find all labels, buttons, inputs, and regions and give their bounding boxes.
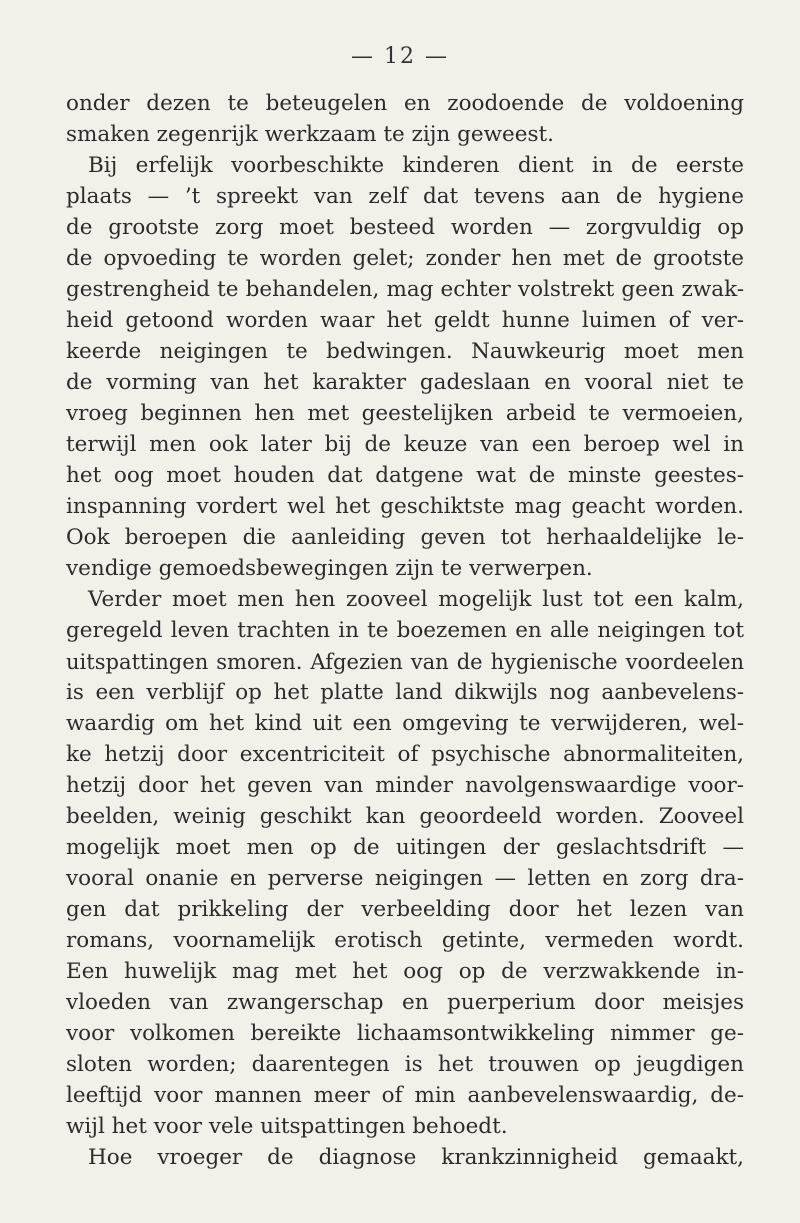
text-line: gen dat prikkeling der verbeelding door het lezen van <box>66 897 744 922</box>
text-line: de vorming van het karakter gadeslaan en vooral niet te <box>66 370 744 395</box>
text-line: de grootste zorg moet besteed worden — zorgvuldig op <box>66 215 744 240</box>
text-line: leeftijd voor mannen meer of min aanbevelenswaardig, de- <box>66 1083 744 1108</box>
text-line: plaats — ’t spreekt van zelf dat tevens aan de hygiene <box>66 184 744 209</box>
text-line: is een verblijf op het platte land dikwijls nog aanbevelens- <box>66 680 744 705</box>
text-line: geregeld leven trachten in te boezemen en alle neigingen tot <box>66 618 744 643</box>
text-line: gestrengheid te behandelen, mag echter volstrekt geen zwak- <box>66 277 744 302</box>
text-line: terwijl men ook later bij de keuze van een beroep wel in <box>66 432 744 457</box>
text-line: de opvoeding te worden gelet; zonder hen met de grootste <box>66 246 744 271</box>
text-line: smaken zegenrijk werkzaam te zijn geweest. <box>66 122 554 147</box>
text-line: Hoe vroeger de diagnose krankzinnigheid gemaakt, <box>88 1145 744 1170</box>
page-number: — 12 — <box>351 44 449 69</box>
text-line: vloeden van zwangerschap en puerperium door meisjes <box>66 990 744 1015</box>
text-line: heid getoond worden waar het geldt hunne luimen of ver- <box>66 308 744 333</box>
text-line: uitspattingen smoren. Afgezien van de hygienische voordeelen <box>66 649 744 674</box>
text-line: Een huwelijk mag met het oog op de verzwakkende in- <box>66 959 744 984</box>
text-line: ke hetzij door excentriciteit of psychische abnormaliteiten, <box>66 742 744 767</box>
text-line: keerde neigingen te bedwingen. Nauwkeurig moet men <box>66 339 744 364</box>
text-line: mogelijk moet men op de uitingen der geslachtsdrift — <box>66 835 744 860</box>
text-line: onder dezen te beteugelen en zoodoende de voldoening <box>66 91 744 116</box>
text-line: inspanning vordert wel het geschiktste mag geacht worden. <box>66 494 744 519</box>
text-line: vendige gemoedsbewegingen zijn te verwerpen. <box>66 556 593 581</box>
text-line: het oog moet houden dat datgene wat de minste geestes- <box>66 463 744 488</box>
text-line: wijl het voor vele uitspattingen behoedt. <box>66 1114 508 1139</box>
text-line: Ook beroepen die aanleiding geven tot herhaaldelijke le- <box>66 525 744 550</box>
text-line: voor volkomen bereikte lichaamsontwikkeling nimmer ge- <box>66 1021 744 1046</box>
text-line: romans, voornamelijk erotisch getinte, vermeden wordt. <box>66 928 744 953</box>
text-line: hetzij door het geven van minder navolgenswaardige voor- <box>66 773 744 798</box>
text-line: vooral onanie en perverse neigingen — letten en zorg dra- <box>66 866 744 891</box>
text-line: vroeg beginnen hen met geestelijken arbeid te vermoeien, <box>66 401 744 426</box>
text-line: beelden, weinig geschikt kan geoordeeld worden. Zooveel <box>66 804 744 829</box>
text-line: Verder moet men hen zooveel mogelijk lust tot een kalm, <box>88 587 744 612</box>
text-line: sloten worden; daarentegen is het trouwen op jeugdigen <box>66 1052 744 1077</box>
text-line: waardig om het kind uit een omgeving te verwijderen, wel- <box>66 711 744 736</box>
body-text <box>66 88 744 1173</box>
text-line: Bij erfelijk voorbeschikte kinderen dient in de eerste <box>88 153 744 178</box>
